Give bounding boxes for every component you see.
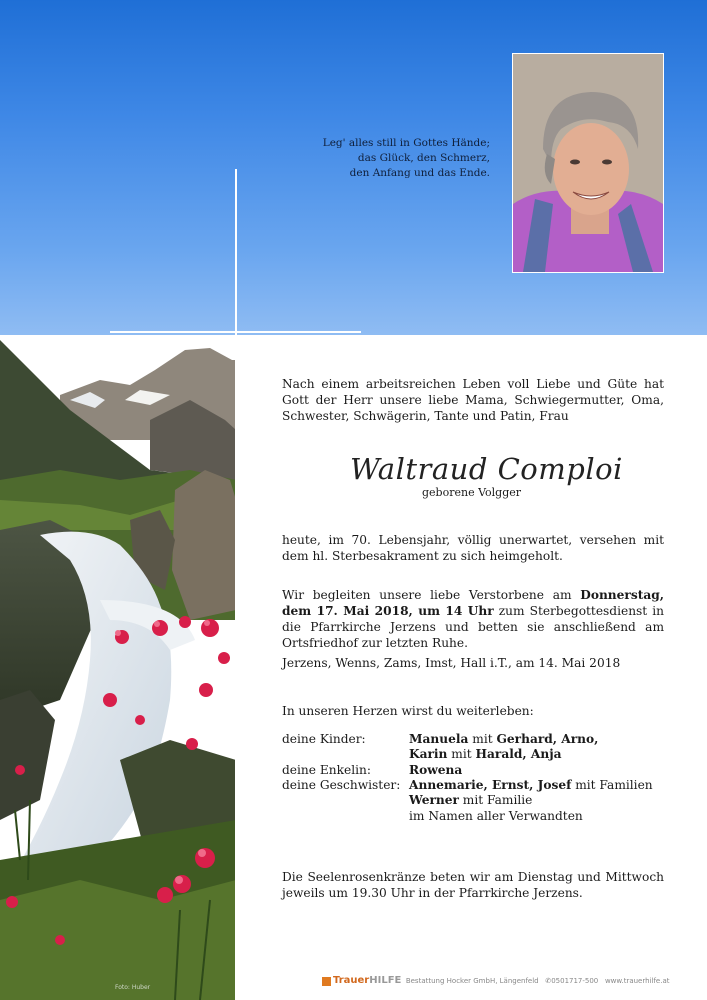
partner-names: Gerhard, Arno, (496, 732, 599, 746)
funeral-text (282, 587, 664, 651)
phone: 0501717-500 (551, 977, 599, 985)
company: Bestattung Hocker GmbH, Längenfeld (405, 977, 539, 985)
photo-credit: Foto: Huber (115, 984, 151, 991)
footer (322, 975, 669, 986)
intro-text: Nach einem arbeitsreichen Leben voll Liebe und Güte hat Gott der Herr unsere liebe Mama, Schwiegermutter, Oma, Schwester, Schwägerin, Tante und Patin, Frau (282, 377, 664, 423)
grandchild-name-text: Rowena (409, 763, 463, 777)
children-line-1 (409, 732, 598, 748)
funeral-text-after: zum Sterbegottesdienst in die Pfarrkirche Jerzens und betten sie anschließend am Ortsfriedhof zur letzten Ruhe. (282, 604, 664, 650)
siblings-line-2 (409, 793, 532, 809)
portrait-photo (513, 54, 663, 272)
place-date: Jerzens, Wenns, Zams, Imst, Hall i.T., am 14. Mai 2018 (282, 656, 621, 670)
landscape-image (0, 0, 236, 1000)
partner-names: Harald, Anja (475, 747, 562, 761)
rosary-text: Die Seelenrosenkränze beten wir am Dienstag und Mittwoch jeweils um 19.30 Uhr in der Pfarrkirche Jerzens. (282, 870, 664, 900)
phone-icon: ✆ (545, 977, 552, 985)
website: www.trauerhilfe.at (604, 977, 670, 985)
hearts-line: In unseren Herzen wirst du weiterleben: (282, 704, 534, 718)
verse (300, 136, 490, 181)
cross-horizontal-bar (110, 331, 361, 333)
grandchild-label: deine Enkelin: (282, 763, 371, 777)
brand-part-a: Trauer (333, 975, 370, 986)
verse-line: Leg' alles still in Gottes Hände; (322, 137, 490, 149)
death-text: heute, im 70. Lebensjahr, völlig unerwartet, versehen mit dem hl. Sterbesakrament zu sich heimgeholt. (282, 533, 664, 563)
brand-name (333, 975, 401, 986)
funeral-date: Donnerstag, dem 17. Mai 2018, um 14 Uhr (282, 588, 664, 618)
grandchild-name (409, 763, 462, 779)
brand-part-b: HILFE (369, 975, 402, 986)
deceased-name: Waltraud Comploi (350, 452, 623, 486)
child-name: Karin (409, 747, 448, 761)
all-relatives: im Namen aller Verwandten (409, 809, 583, 823)
child-name: Manuela (409, 732, 469, 746)
siblings-label: deine Geschwister: (282, 778, 401, 792)
siblings-line-1 (409, 778, 653, 794)
cross-vertical-bar (235, 169, 237, 1000)
sibling-names: Annemarie, Ernst, Josef (409, 778, 572, 792)
with-word: mit (468, 732, 497, 746)
children-label: deine Kinder: (282, 732, 366, 746)
sibling-suffix: mit Familien (571, 778, 653, 792)
birth-name: geborene Volgger (422, 486, 521, 499)
trauerhilfe-logo-icon (322, 977, 331, 986)
sibling-suffix: mit Familie (458, 793, 533, 807)
sibling-names: Werner (409, 793, 459, 807)
children-line-2 (409, 747, 562, 763)
verse-line: das Glück, den Schmerz, (357, 152, 490, 164)
verse-line: den Anfang und das Ende. (349, 167, 490, 179)
funeral-text-before: Wir begleiten unsere liebe Verstorbene am (282, 588, 581, 602)
with-word: mit (447, 747, 476, 761)
